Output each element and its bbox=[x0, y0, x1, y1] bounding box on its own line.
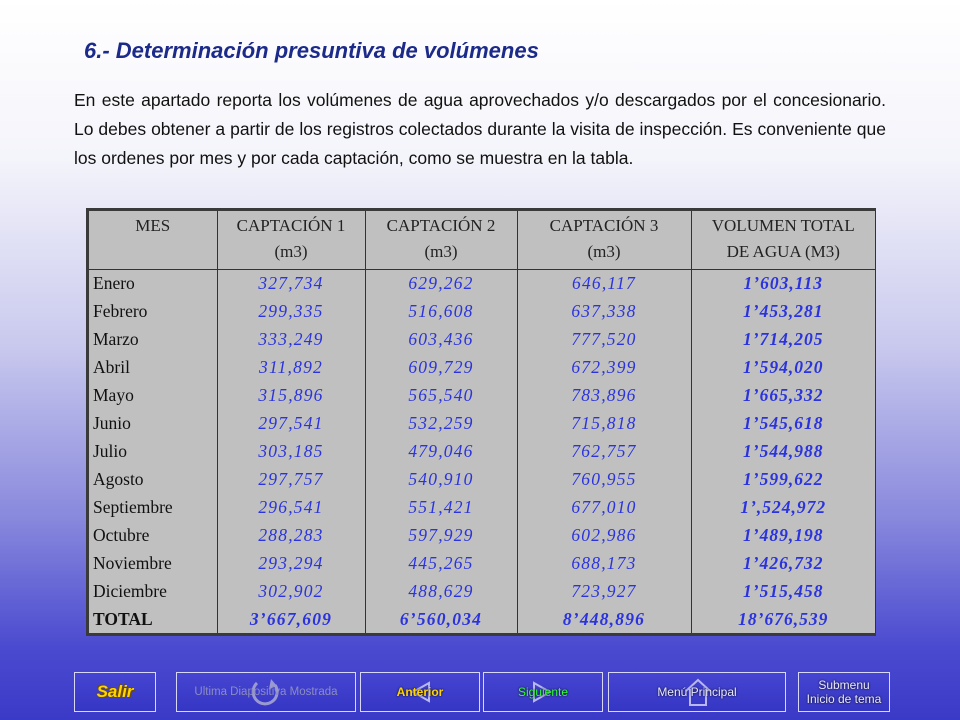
next-label: Siguiente bbox=[517, 685, 569, 699]
cell-captacion-1: 288,283 bbox=[217, 521, 365, 549]
cell-captacion-1: 303,185 bbox=[217, 438, 365, 466]
cell-month: Septiembre bbox=[89, 493, 217, 521]
main-menu-label: Menú Principal bbox=[657, 685, 737, 699]
cell-total-volume: 18’676,539 bbox=[691, 605, 876, 633]
previous-button[interactable] bbox=[360, 672, 480, 712]
cell-month: Julio bbox=[89, 438, 217, 466]
cell-captacion-3: 723,927 bbox=[517, 577, 691, 605]
cell-captacion-1: 297,757 bbox=[217, 465, 365, 493]
cell-total-volume: 1’489,198 bbox=[691, 521, 876, 549]
table-row bbox=[89, 298, 876, 326]
table-row bbox=[89, 382, 876, 410]
cell-captacion-2: 565,540 bbox=[365, 382, 517, 410]
cell-month: Agosto bbox=[89, 465, 217, 493]
cell-captacion-3: 677,010 bbox=[517, 493, 691, 521]
table-row bbox=[89, 326, 876, 354]
cell-total-volume: 1’453,281 bbox=[691, 298, 876, 326]
cell-captacion-1: 311,892 bbox=[217, 354, 365, 382]
cell-total-volume: 1’594,020 bbox=[691, 354, 876, 382]
table-header-row bbox=[89, 211, 876, 270]
header-captacion-3: CAPTACIÓN 3 (m3) bbox=[517, 211, 691, 270]
cell-captacion-2: 603,436 bbox=[365, 326, 517, 354]
table-row bbox=[89, 270, 876, 298]
next-button[interactable] bbox=[483, 672, 603, 712]
header-captacion-2: CAPTACIÓN 2 (m3) bbox=[365, 211, 517, 270]
volumes-table-image bbox=[86, 208, 876, 636]
cell-captacion-2: 609,729 bbox=[365, 354, 517, 382]
main-menu-button[interactable] bbox=[608, 672, 786, 712]
table-row bbox=[89, 549, 876, 577]
table-row bbox=[89, 521, 876, 549]
submenu-button[interactable] bbox=[798, 672, 890, 712]
cell-total-volume: 1’665,332 bbox=[691, 382, 876, 410]
table-row bbox=[89, 438, 876, 466]
cell-month: Marzo bbox=[89, 326, 217, 354]
cell-month: Octubre bbox=[89, 521, 217, 549]
cell-captacion-2: 597,929 bbox=[365, 521, 517, 549]
cell-month: Mayo bbox=[89, 382, 217, 410]
table-row bbox=[89, 577, 876, 605]
cell-captacion-2: 532,259 bbox=[365, 410, 517, 438]
table-row bbox=[89, 465, 876, 493]
cell-total-volume: 1’545,618 bbox=[691, 410, 876, 438]
header-captacion-1: CAPTACIÓN 1 (m3) bbox=[217, 211, 365, 270]
cell-month: TOTAL bbox=[89, 605, 217, 633]
header-volumen-total: VOLUMEN TOTAL DE AGUA (M3) bbox=[691, 211, 876, 270]
cell-captacion-2: 629,262 bbox=[365, 270, 517, 298]
cell-month: Enero bbox=[89, 270, 217, 298]
cell-captacion-3: 672,399 bbox=[517, 354, 691, 382]
cell-captacion-1: 296,541 bbox=[217, 493, 365, 521]
table-row bbox=[89, 410, 876, 438]
cell-month: Noviembre bbox=[89, 549, 217, 577]
cell-total-volume: 1’515,458 bbox=[691, 577, 876, 605]
header-mes: MES bbox=[89, 211, 217, 270]
cell-captacion-2: 540,910 bbox=[365, 465, 517, 493]
intro-paragraph: En este apartado reporta los volúmenes de agua aprovechados y/o descargados por el concesionario. Lo debes obtener a partir de los registros colectados durante la visita de inspección. Es conveniente que los ordenes por mes y por cada captación, como se muestra en la tabla. bbox=[74, 90, 886, 168]
cell-total-volume: 1’426,732 bbox=[691, 549, 876, 577]
cell-captacion-3: 646,117 bbox=[517, 270, 691, 298]
topic-start-label: Inicio de tema bbox=[806, 692, 882, 706]
cell-captacion-3: 762,757 bbox=[517, 438, 691, 466]
last-viewed-slide-button[interactable] bbox=[176, 672, 356, 712]
cell-captacion-2: 445,265 bbox=[365, 549, 517, 577]
cell-captacion-3: 783,896 bbox=[517, 382, 691, 410]
cell-total-volume: 1’544,988 bbox=[691, 438, 876, 466]
cell-captacion-3: 8’448,896 bbox=[517, 605, 691, 633]
cell-captacion-1: 293,294 bbox=[217, 549, 365, 577]
table-row bbox=[89, 354, 876, 382]
table-row bbox=[89, 493, 876, 521]
volumes-table bbox=[89, 211, 876, 633]
cell-month: Abril bbox=[89, 354, 217, 382]
cell-total-volume: 1’714,205 bbox=[691, 326, 876, 354]
cell-total-volume: 1’603,113 bbox=[691, 270, 876, 298]
exit-button[interactable] bbox=[74, 672, 156, 712]
previous-label: Anterior bbox=[396, 685, 444, 699]
cell-captacion-3: 777,520 bbox=[517, 326, 691, 354]
cell-captacion-1: 299,335 bbox=[217, 298, 365, 326]
cell-captacion-2: 551,421 bbox=[365, 493, 517, 521]
cell-captacion-3: 602,986 bbox=[517, 521, 691, 549]
cell-captacion-3: 760,955 bbox=[517, 465, 691, 493]
cell-total-volume: 1’599,622 bbox=[691, 465, 876, 493]
submenu-label: Submenu bbox=[818, 678, 870, 692]
table-total-row bbox=[89, 605, 876, 633]
cell-captacion-3: 637,338 bbox=[517, 298, 691, 326]
cell-month: Junio bbox=[89, 410, 217, 438]
cell-month: Diciembre bbox=[89, 577, 217, 605]
cell-captacion-3: 688,173 bbox=[517, 549, 691, 577]
cell-captacion-1: 333,249 bbox=[217, 326, 365, 354]
cell-captacion-1: 297,541 bbox=[217, 410, 365, 438]
cell-captacion-2: 6’560,034 bbox=[365, 605, 517, 633]
cell-captacion-2: 516,608 bbox=[365, 298, 517, 326]
cell-captacion-3: 715,818 bbox=[517, 410, 691, 438]
cell-captacion-1: 315,896 bbox=[217, 382, 365, 410]
cell-captacion-2: 479,046 bbox=[365, 438, 517, 466]
exit-label: Salir bbox=[96, 682, 134, 701]
page-title: 6.- Determinación presuntiva de volúmenes bbox=[84, 38, 539, 63]
cell-captacion-1: 302,902 bbox=[217, 577, 365, 605]
cell-captacion-1: 327,734 bbox=[217, 270, 365, 298]
cell-captacion-2: 488,629 bbox=[365, 577, 517, 605]
cell-captacion-1: 3’667,609 bbox=[217, 605, 365, 633]
last-viewed-slide-label: Ultima Diapositiva Mostrada bbox=[194, 686, 338, 698]
cell-month: Febrero bbox=[89, 298, 217, 326]
cell-total-volume: 1’,524,972 bbox=[691, 493, 876, 521]
